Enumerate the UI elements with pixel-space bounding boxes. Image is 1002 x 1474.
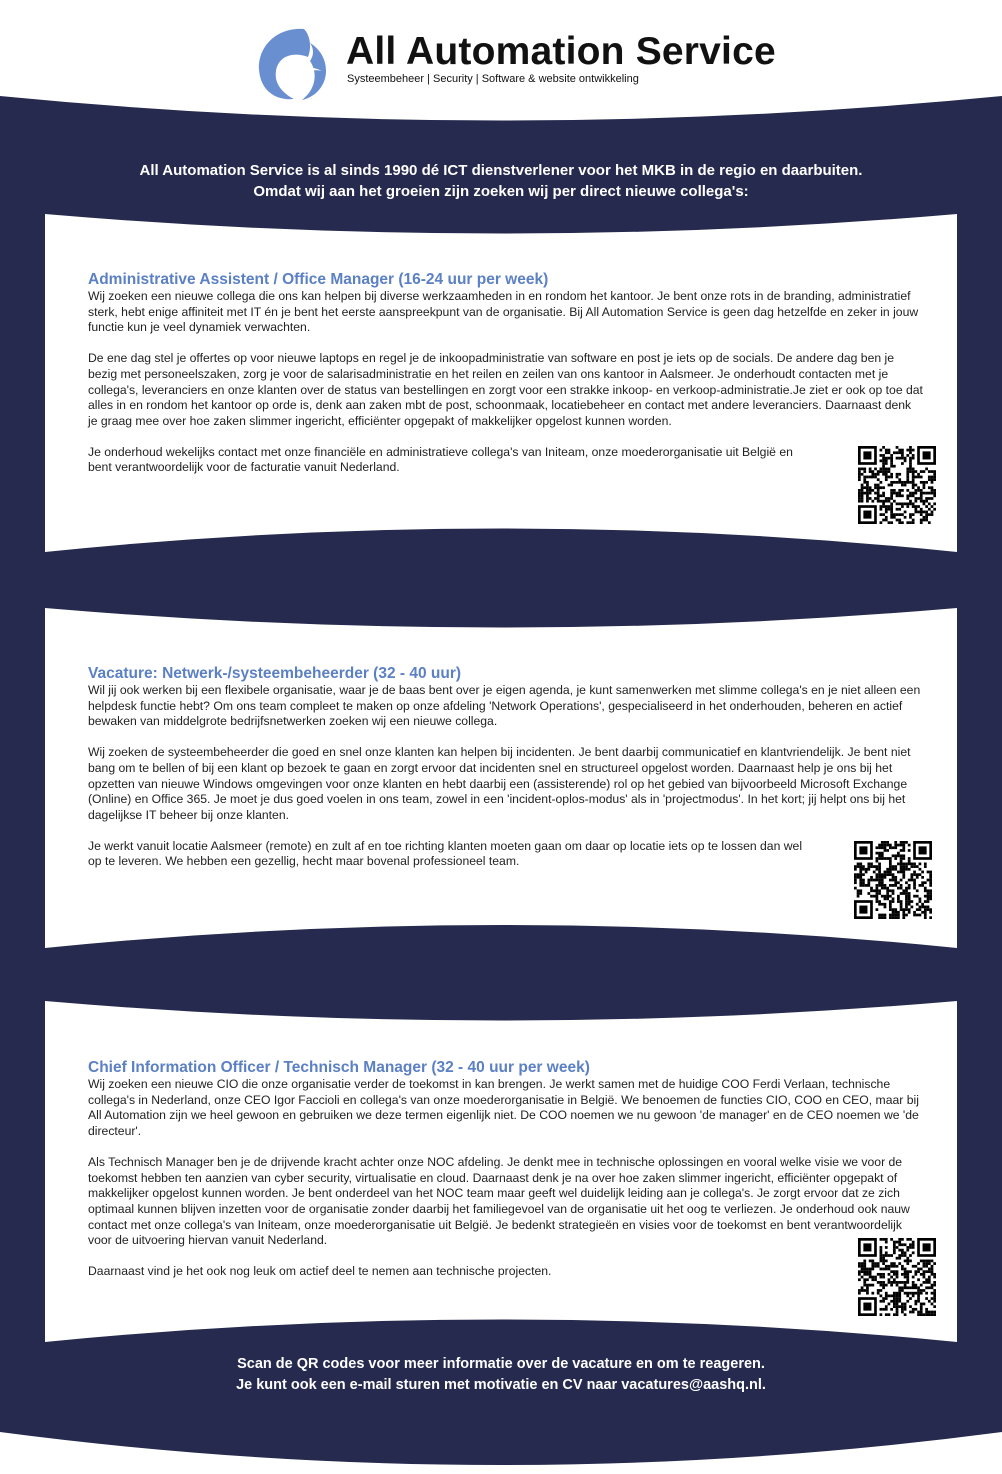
job-posting-office-manager (88, 270, 923, 491)
intro-line-1: All Automation Service is al sinds 1990 dé ICT dienstverlener voor het MKB in de regio en daarbuiten. (139, 162, 863, 179)
job-posting-cio (88, 1058, 923, 1295)
footer-line-1: Scan de QR codes voor meer informatie over de vacature en om te reageren. (237, 1356, 765, 1372)
job-paragraph: Je werkt vanuit locatie Aalsmeer (remote) en zult af en toe richting klanten moeten gaan om daar op locatie iets op te lossen dan wel op te leveren. We hebben een gezellig, hecht maar bovenal professioneel team. (88, 838, 803, 869)
job-paragraph: Je onderhoud wekelijks contact met onze financiële en administratieve collega's van Initeam, onze moederorganisatie uit België en bent verantwoordelijk voor de facturatie vanuit Nederland. (88, 444, 793, 475)
job-posting-network-admin (88, 664, 923, 885)
job-title: Administrative Assistent / Office Manager (16-24 uur per week) (88, 271, 549, 288)
job-paragraph: Wij zoeken de systeembeheerder die goed en snel onze klanten kan helpen bij incidenten. Je bent daarbij communicatief en klantvriendelijk. Je bent niet bang om te bellen of bij een klant op bezoek te gaan en zorgt ervoor dat incidenten snel en structureel opgelost worden. Daarnaast help je ons bij het opzetten van nieuwe Windows omgevingen voor onze klanten en hebt daarbij een (assisterende) rol op het gebied van bijvoorbeeld Microsoft Exchange (Online) en Office 365. Je moet je dus goed voelen in ons team, zowel in een 'incident-oplos-modus' als in 'projectmodus'. In het kort; jij helpt ons bij het dagelijkse IT beheer bij onze klanten. (88, 745, 911, 822)
brand-tagline: Systeembeheer | Security | Software & website ontwikkeling (347, 73, 639, 85)
brand-name: All Automation Service (346, 30, 776, 73)
job-paragraph: Daarnaast vind je het ook nog leuk om actief deel te nemen aan technische projecten. (88, 1264, 552, 1279)
swirl-logo-icon (256, 27, 328, 101)
intro-text (0, 160, 1002, 202)
job-paragraph: De ene dag stel je offertes op voor nieuwe laptops en regel je de inkoopadministratie van software en post je iets op de socials. De andere dag ben je bezig met personeelszaken, zorg je voor de salarisadministratie en het reilen en zeilen van ons kantoor in Aalsmeer. Je onderhoudt contacten met je collega's, leveranciers en onze klanten over de status van bestellingen en zorgt voor een strakke inkoop- en verkoop-administratie.Je ziet er ook op toe dat alles in en rondom het kantoor op orde is, denk aan zaken mbt de post, schoonmaak, locatiebeheer en contact met andere leveranciers. Daarnaast denk je graag mee over hoe zaken slimmer ingericht, efficiënter opgepakt of makkelijker opgelost kunnen worden. (88, 351, 923, 428)
job-paragraph: Wij zoeken een nieuwe CIO die onze organisatie verder de toekomst in kan brengen. Je werkt samen met de huidige COO Ferdi Verlaan, technische collega's in Nederland, onze CEO Igor Faccioli en collega's van onze moederorganisatie in België. We benoemen de functies CIO, COO en CEO, maar bij All Automation zijn we heel gewoon en gebruiken we deze termen eigenlijk niet. De COO noemen we nu gewoon 'de manager' en de CEO noemen we 'de directeur'. (88, 1077, 919, 1139)
footer-text (0, 1354, 1002, 1396)
job-title: Chief Information Officer / Technisch Manager (32 - 40 uur per week) (88, 1059, 590, 1076)
job-paragraph: Wil jij ook werken bij een flexibele organisatie, waar je de baas bent over je eigen agenda, je kunt samenwerken met slimme collega's en je niet alleen een helpdesk functie hebt? Om ons team compleet te maken op onze afdeling 'Network Operations', gespecialiseerd in het onderhouden, beheren en actief bewaken van middelgrote bedrijfsnetwerken zoeken wij een nieuwe collega. (88, 683, 921, 729)
job-paragraph: Als Technisch Manager ben je de drijvende kracht achter onze NOC afdeling. Je denkt mee in technische oplossingen en vooral welke visie we voor de toekomst hebben ten aanzien van cyber security, virtualisatie en cloud. Daarnaast denk je na over hoe zaken slimmer ingericht, efficiënter opgepakt of makkelijker opgelost kunnen worden. Je bent onderdeel van het NOC team maar geeft wel duidelijk leiding aan je collega's. Je zorgt ervoor dat ze zich optimaal kunnen blijven inzetten voor de organisatie zonder daarbij het familiegevoel van de organisatie uit het oog te verliezen. Je onderhoud ook nauw contact met onze collega's van Initeam, onze moederorganisatie uit België. Je bedenkt strategieën en visies voor de toekomst en bent verantwoordelijk voor de uitvoering hiervan vanuit Nederland. (88, 1154, 910, 1248)
intro-line-2: Omdat wij aan het groeien zijn zoeken wij per direct nieuwe collega's: (253, 183, 749, 200)
qr-code-icon[interactable] (858, 446, 936, 524)
job-paragraph: Wij zoeken een nieuwe collega die ons kan helpen bij diverse werkzaamheden in en rondom het kantoor. Je bent onze rots in de branding, administratief sterk, hebt enige affiniteit met IT én je bent het eerste aanspreekpunt van de organisatie. Bij All Automation Service is geen dag hetzelfde en zeker in jouw functie kun je veel dynamiek verwachten. (88, 289, 919, 335)
footer-line-2: Je kunt ook een e-mail sturen met motivatie en CV naar vacatures@aashq.nl. (236, 1377, 766, 1393)
qr-code-icon[interactable] (854, 841, 932, 919)
job-title: Vacature: Netwerk-/systeembeheerder (32 - 40 uur) (88, 665, 462, 682)
qr-code-icon[interactable] (858, 1238, 936, 1316)
